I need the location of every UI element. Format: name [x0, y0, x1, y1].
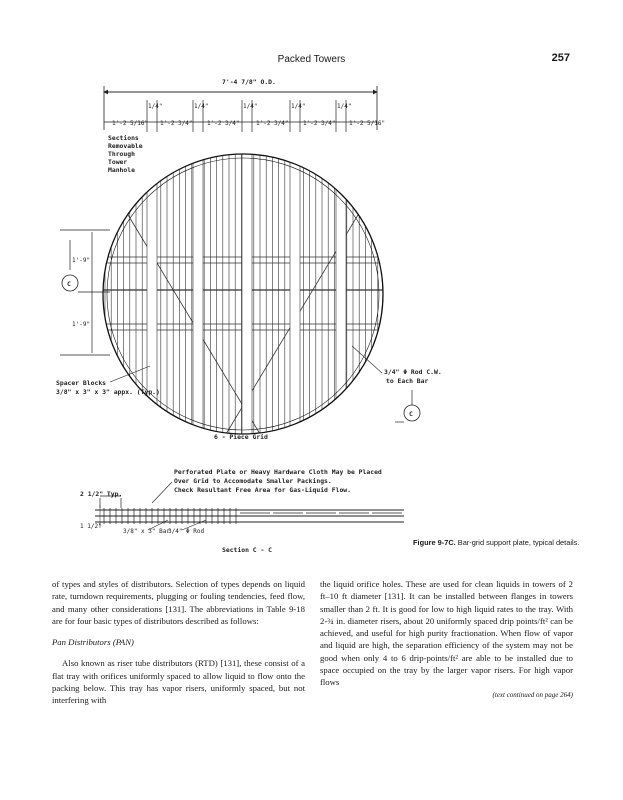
svg-text:3/4" Φ Rod C.W.: 3/4" Φ Rod C.W. [384, 368, 442, 376]
svg-text:C: C [409, 410, 413, 418]
gap-dim-3: 1/4" [243, 103, 258, 110]
perforated-note [152, 468, 382, 503]
overall-dim-label: 7'-4 7/8" O.D. [222, 78, 276, 86]
left-dim-upper: 1'-9" [72, 257, 91, 264]
running-title: Packed Towers [277, 54, 346, 65]
height-dimension: 1 1/2" [80, 523, 102, 530]
section-dim-5: 1'-2 3/4" [303, 120, 336, 127]
gap-dim-1: 1/4" [148, 103, 163, 110]
grid-title: 6 - Piece Grid [214, 433, 268, 441]
svg-text:Manhole: Manhole [108, 166, 135, 174]
gap-dim-2: 1/4" [194, 103, 209, 110]
svg-text:Sections: Sections [108, 134, 139, 142]
left-para-1: of types and styles of distributors. Selection of types depends on liquid rate, turndown requirements, plugging or fouling tendencies, feed flow, and many other considerations [131]. The abbreviations in Table 9-18 are for four basic types of distributors described as follows: [52, 579, 305, 626]
figure-caption [413, 538, 583, 548]
gap-dim-4: 1/4" [291, 103, 306, 110]
section-marker-right [395, 390, 420, 422]
caption-number: Figure 9-7C. [413, 538, 456, 547]
svg-text:3/8" x 3" x 3" appx. (Typ.): 3/8" x 3" x 3" appx. (Typ.) [56, 388, 160, 396]
continued-note: (text continued on page 264) [492, 690, 573, 699]
section-dim-2: 1'-2 3/4" [160, 120, 193, 127]
left-para-2: Also known as riser tube distributors (RTD) [131], these consist of a flat tray with orifices uniformly spaced to allow liquid to flow onto the packing below. This tray has vapor risers, uniformly spaced, but not interfering with [52, 658, 305, 706]
page-number: 257 [551, 52, 570, 64]
spacer-blocks-label [56, 366, 160, 396]
svg-text:Tower: Tower [108, 158, 128, 166]
caption-text: Bar-grid support plate, typical details. [455, 538, 580, 547]
gap-dim-5: 1/4" [337, 103, 352, 110]
svg-text:to Each Bar: to Each Bar [386, 377, 429, 385]
svg-text:C: C [67, 280, 71, 288]
bar-label: 3/8" x 3" Bar [123, 528, 170, 535]
section-dim-1: 1'-2 5/16" [112, 120, 149, 127]
rod-small-label: 3/4" Φ Rod [168, 528, 205, 535]
svg-text:Check Resultant Free Area for: Check Resultant Free Area for Gas-Liquid Flow. [174, 486, 351, 494]
right-column [320, 578, 573, 701]
svg-text:Over Grid to Accomodate Smalle: Over Grid to Accomodate Smaller Packings. [174, 477, 332, 485]
section-marker-left [62, 275, 78, 291]
grid-plate [100, 150, 390, 440]
section-dim-4: 1'-2 3/4" [256, 120, 289, 127]
subheading: Pan Distributors (PAN) [52, 637, 134, 648]
left-dim-lower: 1'-9" [72, 321, 91, 328]
right-para-1: the liquid orifice holes. These are used for clean liquids in towers of 2 ft–10 ft diameter [131]. It can be installed between flanges in towers smaller than 2 ft. It is good for low to high liquid rates to the tray. With 2-¾ in. diameter risers, about 20 uniformly spaced drip points/ft² can be achieved, and useful for high purity fractionation. When flow of vapor and liquid are high, the separation efficiency of the system may not be good when only 4 to 6 drip-points/ft² are able to be installed due to space occupied on the tray by the larger vapor risers. For high vapor flows [320, 579, 573, 688]
svg-text:Through: Through [108, 150, 135, 158]
sections-note [108, 134, 143, 174]
typ-dimension: 2 1/2" Typ. [80, 490, 123, 498]
svg-text:Perforated Plate or Heavy Hard: Perforated Plate or Heavy Hardware Cloth May be Placed [174, 468, 382, 476]
left-column [52, 578, 305, 707]
section-dim-6: 1'-2 5/16" [349, 120, 386, 127]
svg-text:Spacer Blocks: Spacer Blocks [56, 379, 107, 387]
svg-text:Removable: Removable [108, 142, 143, 150]
section-cc-drawing [95, 496, 404, 528]
section-title: Section C - C [222, 546, 273, 554]
section-dim-3: 1'-2 3/4" [207, 120, 240, 127]
